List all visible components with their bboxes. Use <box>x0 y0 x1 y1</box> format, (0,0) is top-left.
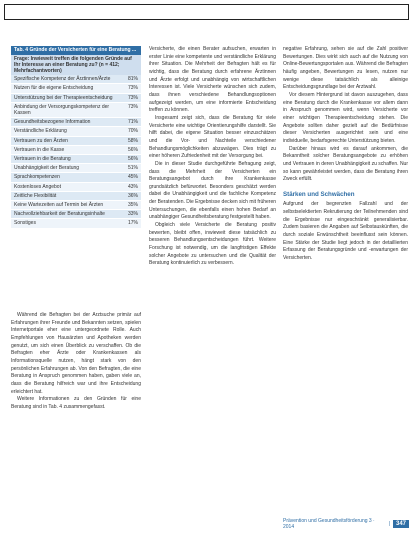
row-label: Unterstützung bei der Therapieentscheidung <box>14 94 113 101</box>
row-label: Verständliche Erklärung <box>14 128 67 135</box>
row-value: 58% <box>127 137 138 144</box>
row-value: 51% <box>127 165 138 172</box>
row-label: Spezifische Kompetenz der Ärztinnen/Ärzte <box>14 76 111 83</box>
row-label: Kostenloses Angebot <box>14 183 61 190</box>
table-row <box>11 84 141 93</box>
row-value: 73% <box>127 85 138 92</box>
paragraph: Die in dieser Studie durchgeführte Befragung zeigt, dass die Mehrheit der Versicherten ein Beratungsangebot durch ihre Krankenkasse grundsätzlich befürwortet. Besonders geschätzt werden dabei die Unabhängigkeit und die fachliche Kompetenz der Beratenden. Die Ergebnisse decken sich mit früheren Untersuchungen, die ebenfalls einen hohen Bedarf an unabhängiger Gesundheitsberatung festgestellt haben. <box>149 160 277 221</box>
section-heading: Stärken und Schwächen <box>283 190 355 198</box>
journal-name: Prävention und Gesundheitsförderung 3 · 2014 <box>283 517 375 530</box>
row-label: Nutzen für die eigene Entscheidung <box>14 85 94 92</box>
footer-separator: | <box>388 520 390 527</box>
row-value: 70% <box>127 128 138 135</box>
table-row <box>11 127 141 136</box>
row-label: Anbindung der Versorgungskompetenz der Kassen <box>14 103 110 116</box>
table-title: Tab. 4 Gründe der Versicherten für eine Beratung ... <box>11 46 141 55</box>
row-value: 73% <box>127 103 138 110</box>
paragraph: Obgleich viele Versicherte die Beratung positiv bewerten, bleibt offen, inwieweit diese tatsächlich zu besseren Behandlungsentscheidungen führt. Weitere Forschung ist notwendig, um die langfristigen Effekte solcher Angebote zu untersuchen und die Qualität der Beratung kontinuierlich zu verbessern. <box>149 222 276 267</box>
paragraph: Insgesamt zeigt sich, dass die Beratung für viele Versicherte eine wichtige Orientierungshilfe darstellt. Sie hilft dabei, die eigene Situation besser einzuschätzen und die Vor- und Nachteile verschiedener Behandlungsmöglichkeiten abzuwägen. Dies trägt zu einer höheren Zufriedenheit mit der Versorgung bei. <box>149 114 276 160</box>
row-value: 17% <box>127 220 138 227</box>
row-label: Vertrauen in die Beratung <box>14 155 71 162</box>
row-label: Vertrauen zu den Ärzten <box>14 137 68 144</box>
text-column-3 <box>283 46 408 263</box>
paragraph: Aufgrund der begrenzten Fallzahl und der selbstselektierten Rekrutierung der Teilnehmenden sind die Ergebnisse nur eingeschränkt generalisierbar. Zudem basieren die Angaben auf Selbstauskünften, die durch soziale Erwünschtheit beeinflusst sein können. Eine Stärke der Studie liegt jedoch in der detaillierten Erfassung der Beratungsgründe und -erwartungen der Versicherten. <box>283 201 408 262</box>
table-row <box>11 201 141 210</box>
table-question: Frage: Inwieweit treffen die folgenden Gründe auf Ihr Interesse an einer Beratung zu? (n = 412; Mehrfachantworten) <box>11 55 141 76</box>
row-value: 35% <box>127 201 138 208</box>
table-row <box>11 118 141 127</box>
table-row <box>11 192 141 201</box>
row-label: Zeitliche Flexibilität <box>14 192 57 199</box>
row-label: Unabhängigkeit der Beratung <box>14 165 80 172</box>
survey-table <box>11 46 141 229</box>
table-row <box>11 103 141 118</box>
row-value: 43% <box>127 183 138 190</box>
row-value: 71% <box>127 119 138 126</box>
row-value: 33% <box>127 211 138 218</box>
row-value: 56% <box>127 146 138 153</box>
paragraph: Weitere Informationen zu den Gründen für eine Beratung sind in Tab. 4 zusammengefasst. <box>11 396 141 410</box>
text-column-1 <box>11 312 141 412</box>
row-label: Gesundheitsbezogene Information <box>14 119 91 126</box>
paragraph: Vor diesem Hintergrund ist davon auszugehen, dass eine Beratung durch die Krankenkasse vor allem dann in Anspruch genommen wird, wenn Versicherte vor einer wichtigen Therapieentscheidung stehen. Die Angebote sollten daher gezielt auf die Bedürfnisse dieser Versicherten ausgerichtet sein und eine individuelle, bedarfsgerechte Unterstützung bieten. <box>283 91 408 144</box>
row-value: 45% <box>127 174 138 181</box>
table-row <box>11 155 141 164</box>
page-footer <box>283 518 409 529</box>
paragraph: Während die Befragten bei der Arztsuche primär auf Erfahrungen ihrer Freunde und Bekannten setzen, spielen Internetportale eher eine untergeordnete Rolle. Auch Empfehlungen von Hausärzten und Apotheken werden genutzt, um sich einen Überblick zu verschaffen. Ob die Befragten eher Ärzte oder Krankenkassen als Informationsquelle nutzen, hängt stark von den persönlichen Erfahrungen ab. Von den Befragten, die eine Beratung in Anspruch genommen haben, gaben viele an, dass die Beratung hilfreich war und ihre Entscheidung erleichtert hat. <box>11 312 141 395</box>
row-label: Sonstiges <box>14 220 36 227</box>
row-value: 73% <box>127 94 138 101</box>
paragraph: Darüber hinaus wird es darauf ankommen, die Bekanntheit solcher Beratungsangebote zu erhöhen und Vertrauen in deren Unabhängigkeit zu schaffen. Nur so kann gewährleistet werden, dass die Beratung ihren Zweck erfüllt. <box>283 145 408 183</box>
text-column-2 <box>149 46 276 268</box>
row-value: 36% <box>127 192 138 199</box>
row-value: 56% <box>127 155 138 162</box>
row-label: Nachvollziehbarkeit der Beratungsinhalte <box>14 211 105 218</box>
page-number: 347 <box>393 520 409 528</box>
paragraph: Versicherte, die einen Berater aufsuchen, erwarten in erster Linie eine kompetente und verständliche Erklärung ihrer Situation. Die Mehrheit der Befragten hält es für wichtig, dass die Beratung durch erfahrene Ärztinnen und Ärzte erfolgt und unabhängig von wirtschaftlichen Interessen ist. Viele Versicherte wünschen sich zudem, dass ihnen verschiedene Behandlungsoptionen aufgezeigt werden, um eine informierte Entscheidung treffen zu können. <box>149 46 276 114</box>
row-label: Vertrauen in die Kasse <box>14 146 65 153</box>
table-row <box>11 75 141 84</box>
table-row <box>11 219 141 228</box>
table-row <box>11 164 141 173</box>
row-label: Keine Wartezeiten auf Termin bei Ärzten <box>14 201 104 208</box>
table-row <box>11 137 141 146</box>
paragraph: negative Erfahrung, sehen sie auf die Zahl positiver Bewertungen. Dies wirkt sich auch auf die Nutzung von Online-Bewertungsportalen aus. Während die Befragten häufig angeben, Bewertungen zu lesen, nutzen nur wenige diese tatsächlich als alleinige Entscheidungsgrundlage bei der Arztwahl. <box>283 46 408 91</box>
table-row <box>11 94 141 103</box>
table-body <box>11 75 141 228</box>
table-row <box>11 183 141 192</box>
row-label: Sprachkompetenzen <box>14 174 60 181</box>
table-row <box>11 146 141 155</box>
table-row <box>11 173 141 182</box>
table-row <box>11 210 141 219</box>
row-value: 81% <box>127 76 138 83</box>
page-header-bar <box>4 4 409 20</box>
